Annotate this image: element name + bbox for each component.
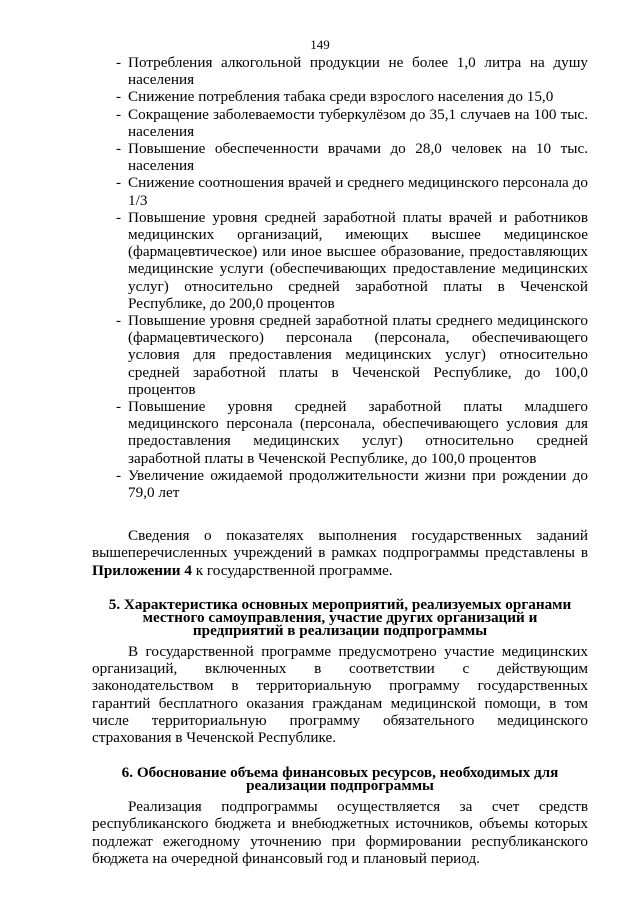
- page-number: 149: [310, 37, 330, 52]
- list-item: [92, 467, 588, 501]
- appendix-link-text: Приложении 4: [92, 561, 192, 579]
- list-item-text: Увеличение ожидаемой продолжительности жизни при рождении до 79,0 лет: [128, 466, 588, 502]
- bullet-dash: -: [116, 54, 122, 71]
- list-item-text: Повышение обеспеченности врачами до 28,0 человек на 10 тыс. населения: [128, 140, 588, 175]
- list-item-text: Повышение уровня средней заработной платы врачей и работников медицинских организаций, имеющих высшее медицинское (фармацевтическое) или иное высшее образование, предоставляющих медицинские услуги (обеспечивающих предоставление медицинских услуг) относительно средней заработной платы в Чеченской Республике, до 200,0 процентов: [128, 208, 588, 312]
- list-item: [92, 88, 588, 105]
- bullet-dash: -: [116, 174, 122, 192]
- list-item: [92, 398, 588, 467]
- section-5-heading: 5. Характеристика основных мероприятий, реализуемых органами местного самоуправления, участие других организаций и предприятий в реализации подпрограммы: [108, 595, 572, 639]
- list-item-text: Потребления алкогольной продукции не более 1,0 литра на душу населения: [128, 54, 588, 89]
- section-5-paragraph: В государственной программе предусмотрено участие медицинских организаций, включенных в соответствии с действующим законодательством в территориальную программу государственных гарантий бесплатного оказания гражданам медицинской помощи, в том числе территориальную программу обязательного медицинского страхования в Чеченской Республике.: [92, 642, 588, 746]
- list-item-text: Повышение уровня средней заработной платы среднего медицинского (фармацевтического) персонала (персонала, обеспечивающего условия для предоставления медицинских услуг) относительно средней заработной платы в Чеченской Республике, до 100,0 процентов: [128, 312, 588, 398]
- list-item-text: Повышение уровня средней заработной платы младшего медицинского персонала (персонала, обеспечивающего условия для предоставления медицинских услуг) относительно средней заработной платы в Чеченской Республике, до 100,0 процентов: [128, 398, 588, 467]
- bullet-dash: -: [116, 105, 122, 123]
- list-item: [92, 106, 588, 140]
- list-item-text: Снижение потребления табака среди взрослого населения до 15,0: [128, 88, 554, 106]
- bullet-dash: -: [116, 88, 122, 106]
- list-item: [92, 312, 588, 398]
- paragraph-text-end: к государственной программе.: [191, 561, 393, 579]
- list-item: [92, 209, 588, 312]
- list-item-text: Сокращение заболеваемости туберкулёзом до 35,1 случаев на 100 тыс. населения: [128, 105, 588, 140]
- list-item-text: Снижение соотношения врачей и среднего медицинского персонала до 1/3: [128, 174, 588, 209]
- indicator-list: [92, 54, 588, 501]
- bullet-dash: -: [116, 312, 122, 330]
- bullet-dash: -: [116, 398, 122, 416]
- bullet-dash: -: [116, 466, 122, 484]
- bullet-dash: -: [116, 208, 122, 226]
- list-item: [92, 140, 588, 174]
- section-6-heading: 6. Обоснование объема финансовых ресурсов, необходимых для реализации подпрограммы: [121, 764, 559, 795]
- list-item: [92, 54, 588, 88]
- section-6-paragraph: Реализация подпрограммы осуществляется за счет средств республиканского бюджета и внебюджетных источников, объемы которых подлежат ежегодному уточнению при формировании республиканского бюджета на очередной финансовый год и плановый период.: [92, 798, 588, 867]
- list-item: [92, 174, 588, 208]
- document-body: [92, 54, 588, 867]
- bullet-dash: -: [116, 140, 122, 158]
- appendix-reference-paragraph: [92, 527, 588, 579]
- paragraph-text: Сведения о показателях выполнения государственных заданий вышеперечисленных учреждений в рамках подпрограммы представлены в: [92, 527, 588, 562]
